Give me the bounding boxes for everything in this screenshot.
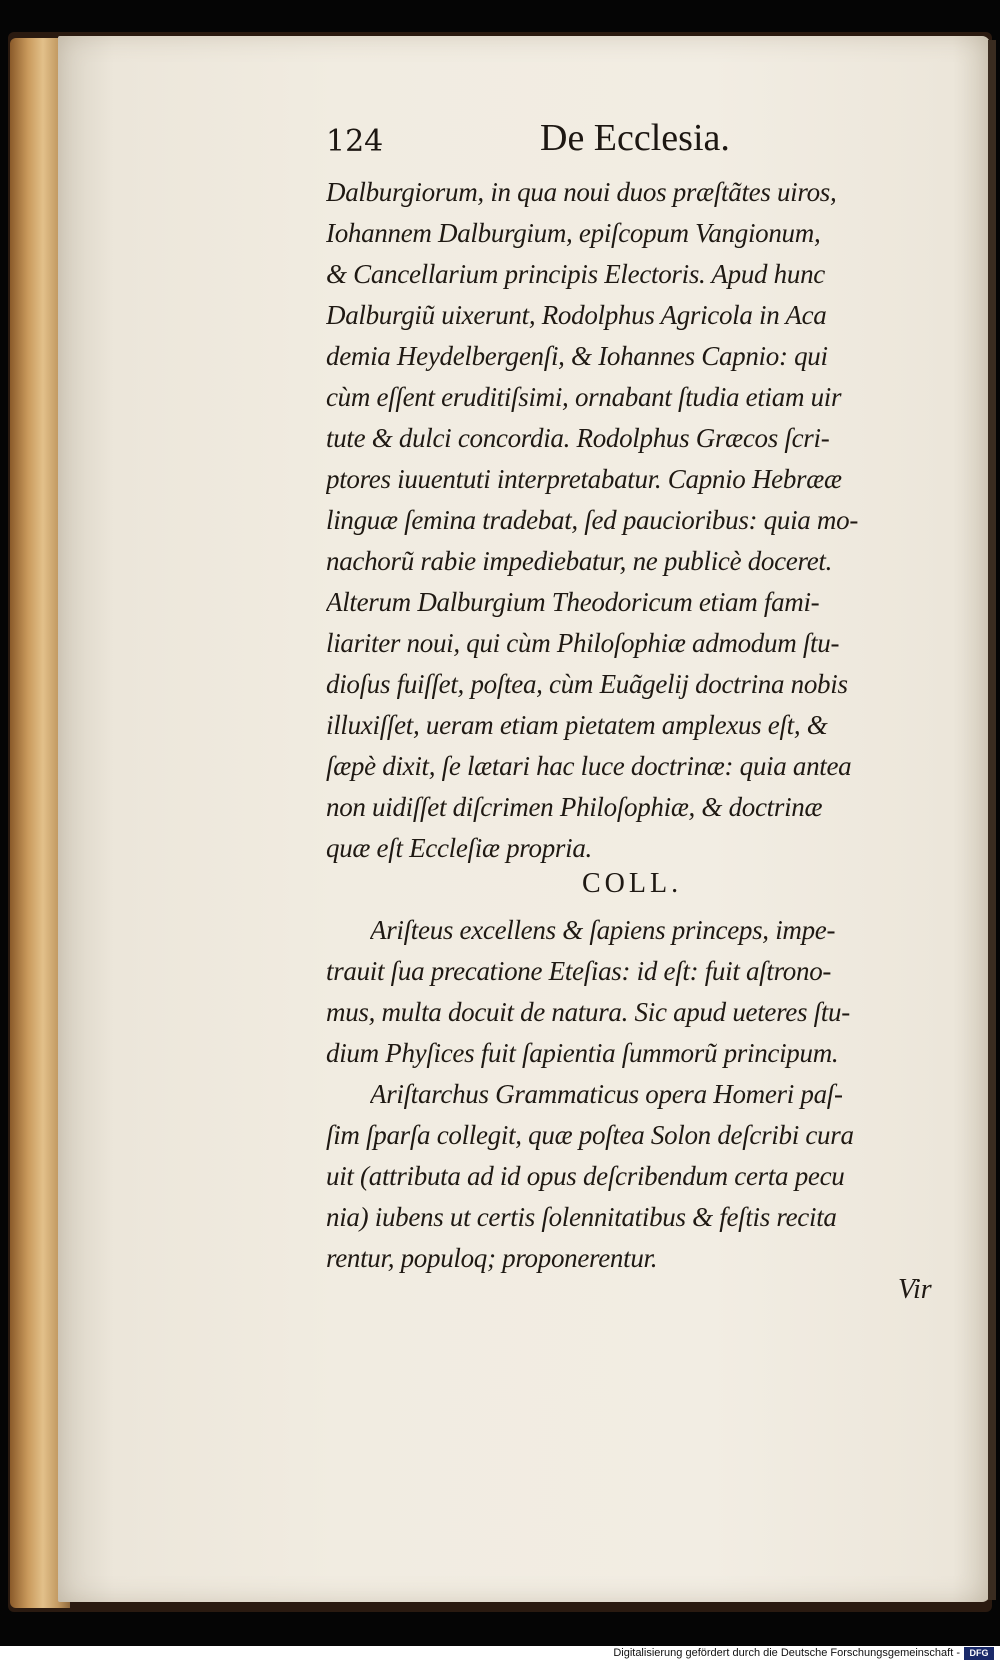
text-line: Ariſtarchus Grammaticus opera Homeri paſ- [370, 1079, 843, 1109]
text-line: Alterum Dalburgium Theodoricum etiam fami- [326, 587, 820, 617]
text-line: illuxiſſet, ueram etiam pietatem amplexus eſt, & [326, 710, 828, 740]
text-line: trauit ſua precatione Eteſias: id eſt: fuit aſtrono- [326, 956, 832, 986]
text-line: quæ eſt Eccleſiæ propria. [326, 833, 592, 863]
text-line: rentur, populoq; proponerentur. [326, 1243, 658, 1273]
text-line: nachorũ rabie impediebatur, ne publicè doceret. [326, 546, 833, 576]
catchword: Vir [898, 1274, 932, 1305]
page-number: 124 [326, 124, 384, 159]
text-line: Iohannem Dalburgium, epiſcopum Vangionum, [326, 218, 821, 248]
text-line: non uidiſſet diſcrimen Philoſophiæ, & doctrinæ [326, 792, 823, 822]
dfg-logo-icon: DFG [964, 1647, 994, 1660]
gutter-shadow [988, 40, 996, 1600]
running-title: De Ecclesia. [540, 117, 730, 159]
footer-credit: Digitalisierung gefördert durch die Deutsche Forschungsgemeinschaft - [613, 1647, 960, 1659]
text-line: ptores iuuentuti interpretabatur. Capnio Hebrææ [326, 464, 842, 494]
text-line: Ariſteus excellens & ſapiens princeps, impe- [370, 915, 836, 945]
text-line: Dalburgiũ uixerunt, Rodolphus Agricola in Aca [326, 300, 827, 330]
text-line: Dalburgiorum, in qua noui duos præſtãtes uiros, [326, 177, 837, 207]
text-line: uit (attributa ad id opus deſcribendum certa pecu [326, 1161, 845, 1191]
text-line: ſim ſparſa collegit, quæ poſtea Solon deſcribi cura [326, 1120, 854, 1150]
text-line: demia Heydelbergenſi, & Iohannes Capnio: qui [326, 341, 828, 371]
text-line: cùm eſſent eruditiſsimi, ornabant ſtudia etiam uir [326, 382, 842, 412]
section-heading: COLL. [582, 868, 683, 899]
text-line: ſæpè dixit, ſe lætari hac luce doctrinæ: quia antea [326, 751, 852, 781]
text-line: dioſus fuiſſet, poſtea, cùm Euãgelij doctrina nobis [326, 669, 848, 699]
text-line: nia) iubens ut certis ſolennitatibus & feſtis recita [326, 1202, 837, 1232]
text-line: linguæ ſemina tradebat, ſed paucioribus: quia mo- [326, 505, 859, 535]
text-line: dium Phyſices fuit ſapientia ſummorũ principum. [326, 1038, 839, 1068]
text-line: & Cancellarium principis Electoris. Apud hunc [326, 259, 825, 289]
text-line: mus, multa docuit de natura. Sic apud ueteres ſtu- [326, 997, 850, 1027]
text-line: liariter noui, qui cùm Philoſophiæ admodum ſtu- [326, 628, 840, 658]
text-line: tute & dulci concordia. Rodolphus Græcos ſcri- [326, 423, 830, 453]
